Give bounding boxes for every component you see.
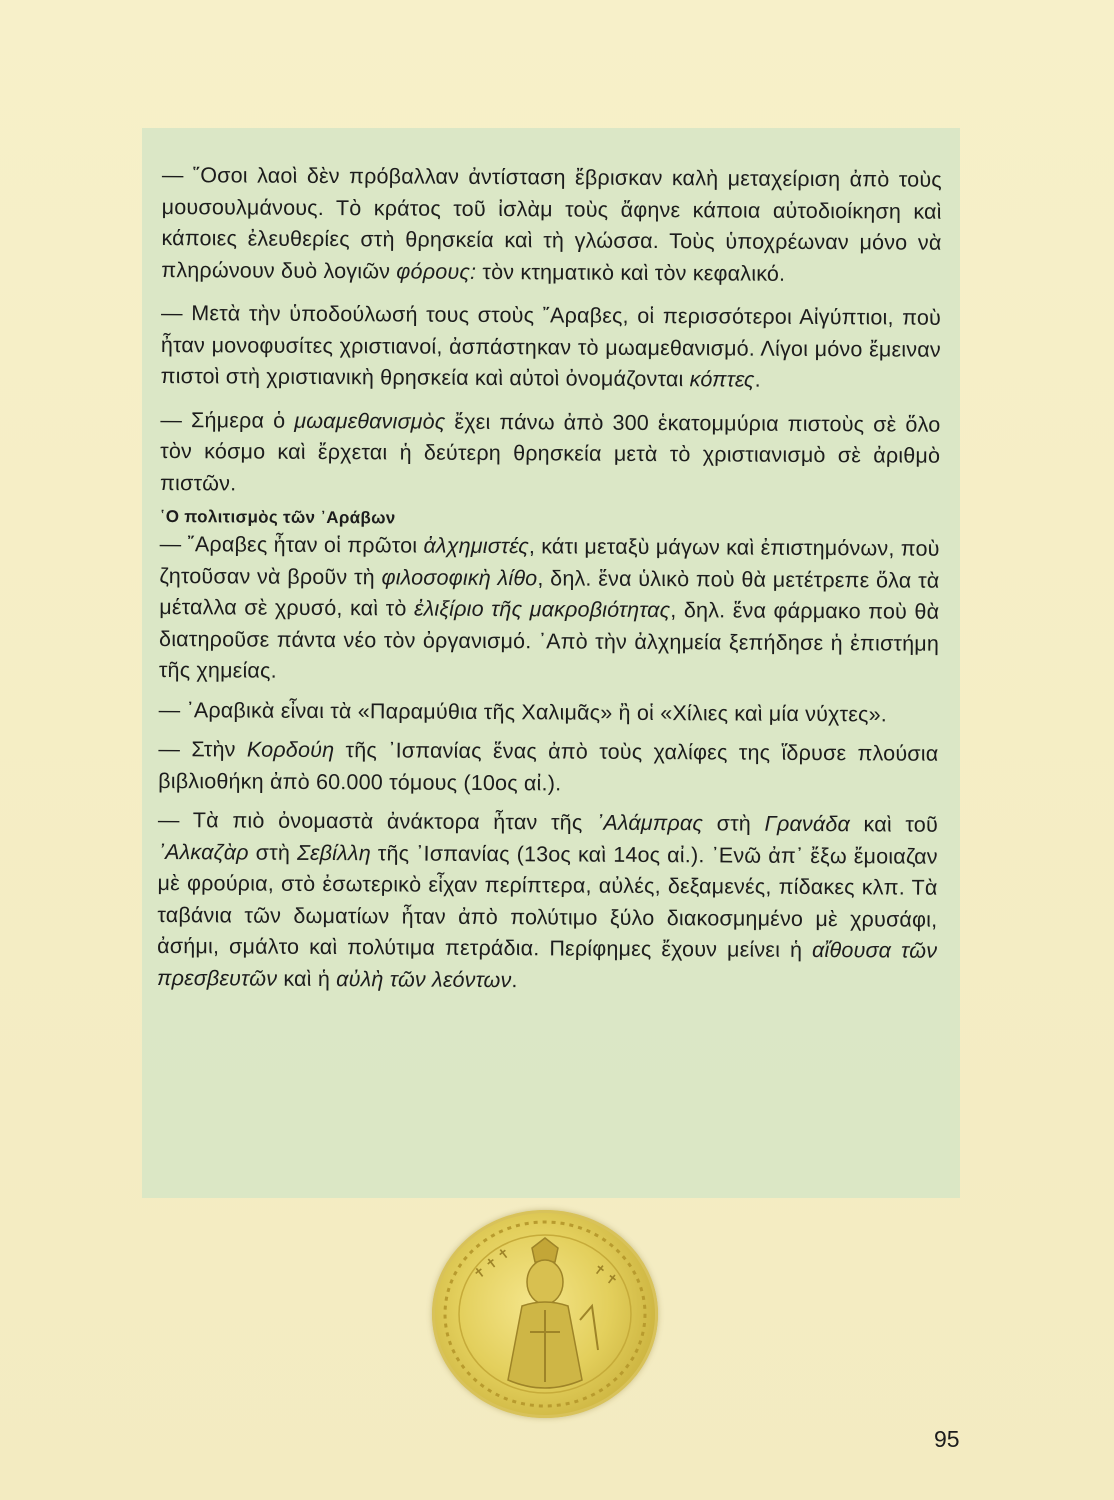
- text-segment: στὴ: [248, 840, 298, 865]
- italic-term: Γρανάδα: [764, 811, 851, 837]
- text-segment: — Μετὰ τὴν ὑποδούλωσή τους στοὺς ῎Αραβες, οἱ περισσότεροι Αἰγύπτιοι, ποὺ ἦταν μονοφυσίτες χριστιανοί, ἀσπάστηκαν τὸ μωαμεθανισμό. Λίγοι μόνο ἔμειναν πιστοὶ στὴ χριστιανικὴ θρησκεία καὶ αὐτοὶ ὀνομάζονται: [160, 300, 942, 392]
- italic-term: ᾿Αλκαζὰρ: [157, 839, 249, 865]
- text-segment: ἔχει πάνω ἀπὸ 300 ἑκατομμύρια πιστοὺς σὲ ὅλο τὸν κόσμο καὶ ἔρχεται ἡ δεύτερη θρησκεία μετὰ τὸ χριστιανισμὸ σὲ ἀριθμὸ πιστῶν.: [159, 409, 941, 495]
- text-segment: καὶ τοῦ: [849, 812, 939, 837]
- italic-term: αἴθουσα τῶν πρεσβευτῶν: [156, 937, 938, 991]
- page-number: 95: [934, 1426, 960, 1452]
- italic-term: φιλοσοφικὴ λίθο: [381, 564, 538, 590]
- text-segment: τῆς ᾿Ισπανίας (13ος καὶ 14ος αἰ.). ᾿Ενῶ ἀπ᾿ ἔξω ἔμοιαζαν μὲ φρούρια, στὸ ἐσωτερικὸ εἶχαν περίπτερα, αὐλές, δεξαμενές, πίδακες κλπ. Τὰ ταβάνια τῶν δωματίων ἦταν ἀπὸ πολύτιμο ξύλο διακοσμημένο μὲ χρυσάφι, ἀσήμι, σμάλτο καὶ πολύτιμα πετράδια. Περίφημες ἔχουν μείνει ἡ: [157, 840, 938, 962]
- text-segment: .: [754, 367, 761, 392]
- paragraph-1: [161, 160, 942, 291]
- text-segment: — ῞Οσοι λαοὶ δὲν πρόβαλλαν ἀντίσταση ἔβρισκαν καλὴ μεταχείριση ἀπὸ τοὺς μουσουλμάνους. Τὸ κράτος τοῦ ἰσλὰμ τοὺς ἄφηνε κάποια αὐτοδιοίκηση καὶ κάποιες ἐλευθερίες στὴ θρησκεία καὶ τὴ γλώσσα. Τοὺς ὑποχρέωναν μόνο νὰ πληρώνουν δυὸ λογιῶν: [161, 162, 942, 283]
- italic-term: ἐλιξίριο τῆς μακροβιότητας: [413, 596, 671, 623]
- text-segment: — ᾿Αραβικὰ εἶναι τὰ «Παραμύθια τῆς Χαλιμᾶς» ἢ οἱ «Χίλιες καὶ μία νύχτες».: [158, 697, 888, 726]
- text-segment: καὶ ἡ: [277, 966, 337, 991]
- text-segment: στὴ: [702, 811, 765, 836]
- italic-term: ἀλχημιστές: [423, 533, 529, 559]
- text-segment: τῆς ᾿Ισπανίας ἕνας ἀπὸ τοὺς χαλίφες της ἵδρυσε πλούσια βιβλιοθήκη ἀπὸ 60.000 τόμους (10ος αἰ.).: [158, 738, 939, 795]
- text-segment: τὸν κτηματικὸ καὶ τὸν κεφαλικό.: [476, 259, 786, 286]
- paragraph-alchemy: [159, 529, 940, 691]
- italic-term: φόρους:: [396, 258, 477, 284]
- italic-term: αὐλὴ τῶν λεόντων: [336, 966, 512, 992]
- svg-text:✝ ✝ ✝: ✝ ✝ ✝: [471, 1245, 514, 1284]
- text-segment: , δηλ. ἕνα ὑλικὸ ποὺ θὰ μετέτρεπε ὅλα τὰ μέταλλα σὲ χρυσό, καὶ τὸ: [159, 565, 940, 621]
- italic-term: κόπτες: [689, 367, 755, 392]
- section-heading: ῾Ο πολιτισμὸς τῶν ᾿Αράβων: [159, 506, 396, 528]
- paragraph-2: [161, 298, 942, 397]
- text-segment: — Στὴν: [158, 736, 247, 762]
- paragraph-tales: [159, 694, 939, 730]
- text-segment: — Τὰ πιὸ ὀνομαστὰ ἀνάκτορα ἦταν τῆς: [157, 807, 597, 835]
- italic-term: ᾿Αλάμπρας: [595, 810, 704, 836]
- italic-term: Κορδούη: [246, 737, 335, 763]
- text-segment: — Σήμερα ὁ: [160, 407, 295, 433]
- gold-coin-image: [432, 1210, 658, 1418]
- text-segment: , κάτι μεταξὺ μάγων καὶ ἐπιστημόνων, ποὺ ζητοῦσαν νὰ βροῦν τὴ: [159, 534, 940, 589]
- italic-term: μωαμεθανισμὸς: [294, 408, 446, 434]
- paragraph-cordoba: [158, 734, 938, 802]
- paragraph-palaces: [157, 805, 938, 999]
- svg-text:✝ ✝: ✝ ✝: [589, 1261, 621, 1290]
- text-segment: — ῎Αραβες ἦταν οἱ πρῶτοι: [159, 531, 424, 558]
- italic-term: Σεβίλλη: [296, 840, 371, 865]
- coin-relief-icon: [432, 1210, 658, 1418]
- text-segment: , δηλ. ἕνα φάρμακο ποὺ θὰ διατηροῦσε πάντα νέο τὸν ὀργανισμό. ᾿Απὸ τὴν ἀλχημεία ξεπήδησε ἡ ἐπιστήμη τῆς χημείας.: [158, 598, 940, 683]
- page-content: [157, 160, 942, 1007]
- paragraph-3: [160, 404, 941, 503]
- text-segment: .: [511, 967, 518, 992]
